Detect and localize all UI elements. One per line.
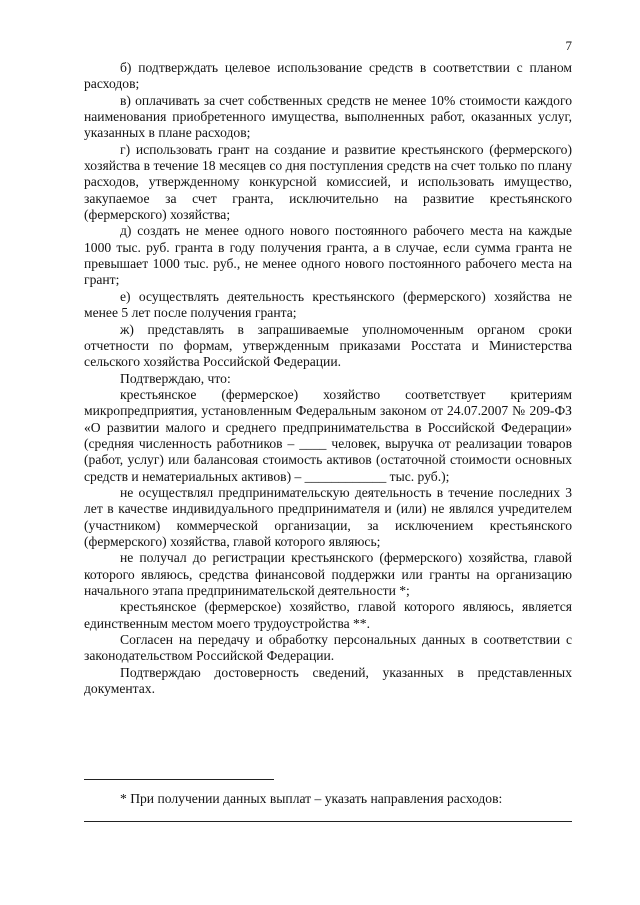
footnote-fill-line [84,821,572,822]
paragraph-data-consent: Согласен на передачу и обработку персональных данных в соответствии с законодательством Российской Федерации. [84,632,572,664]
document-body [84,60,572,697]
paragraph-no-entrepreneurship: не осуществлял предпринимательскую деятельность в течение последних 3 лет в качестве индивидуального предпринимателя и (или) не являлся учредителем (участником) коммерческой организации, за исключением крестьянского (фермерского) хозяйства, главой которого являюсь; [84,484,572,549]
paragraph-zh: ж) представлять в запрашиваемые уполномоченным органом сроки отчетности по формам, утвержденным приказами Росстата и Министерства сельского хозяйства Российской Федерации. [84,321,572,370]
paragraph-b: б) подтверждать целевое использование средств в соответствии с планом расходов; [84,60,572,92]
paragraph-d: д) создать не менее одного нового постоянного рабочего места на каждые 1000 тыс. руб. гранта в году получения гранта, а в случае, если сумма гранта не превышает 1000 тыс. руб., не менее одного нового постоянного рабочего места на грант; [84,223,572,288]
page-number: 7 [565,38,572,53]
paragraph-v: в) оплачивать за счет собственных средств не менее 10% стоимости каждого наименования приобретенного имущества, выполненных работ, оказанных услуг, указанных в плане расходов; [84,92,572,141]
paragraph-sole-employment: крестьянское (фермерское) хозяйство, главой которого являюсь, является единственным местом моего трудоустройства **. [84,599,572,631]
paragraph-g: г) использовать грант на создание и развитие крестьянского (фермерского) хозяйства в течение 18 месяцев со дня поступления средств на счет только по плану расходов, утвержденному конкурсной комиссией, и использовать имущество, закупаемое за счет гранта, исключительно на развитие крестьянского (фермерского) хозяйства; [84,141,572,223]
confirmation-heading: Подтверждаю, что: [120,370,231,386]
footnote-text: * При получении данных выплат – указать направления расходов: [120,791,503,806]
paragraph-accuracy: Подтверждаю достоверность сведений, указанных в представленных документах. [84,664,572,697]
paragraph-e: е) осуществлять деятельность крестьянского (фермерского) хозяйства не менее 5 лет после получения гранта; [84,288,572,321]
footnote-divider [84,779,274,780]
paragraph-microenterprise: крестьянское (фермерское) хозяйство соответствует критериям микропредприятия, установленным Федеральным законом от 24.07.2007 № 209-ФЗ «О развитии малого и среднего предпринимательства в Российской Федерации» (средняя численность работников – ____ человек, выручка от реализации товаров (работ, услуг) или балансовая стоимость активов (остаточной стоимости основных средств и нематериальных активов) – ____________ тыс. руб.); [84,386,572,484]
paragraph-no-support: не получал до регистрации крестьянского (фермерского) хозяйства, главой которого являюсь, средства финансовой поддержки или гранты на организацию начального этапа предпринимательской деятельности *; [84,550,572,598]
